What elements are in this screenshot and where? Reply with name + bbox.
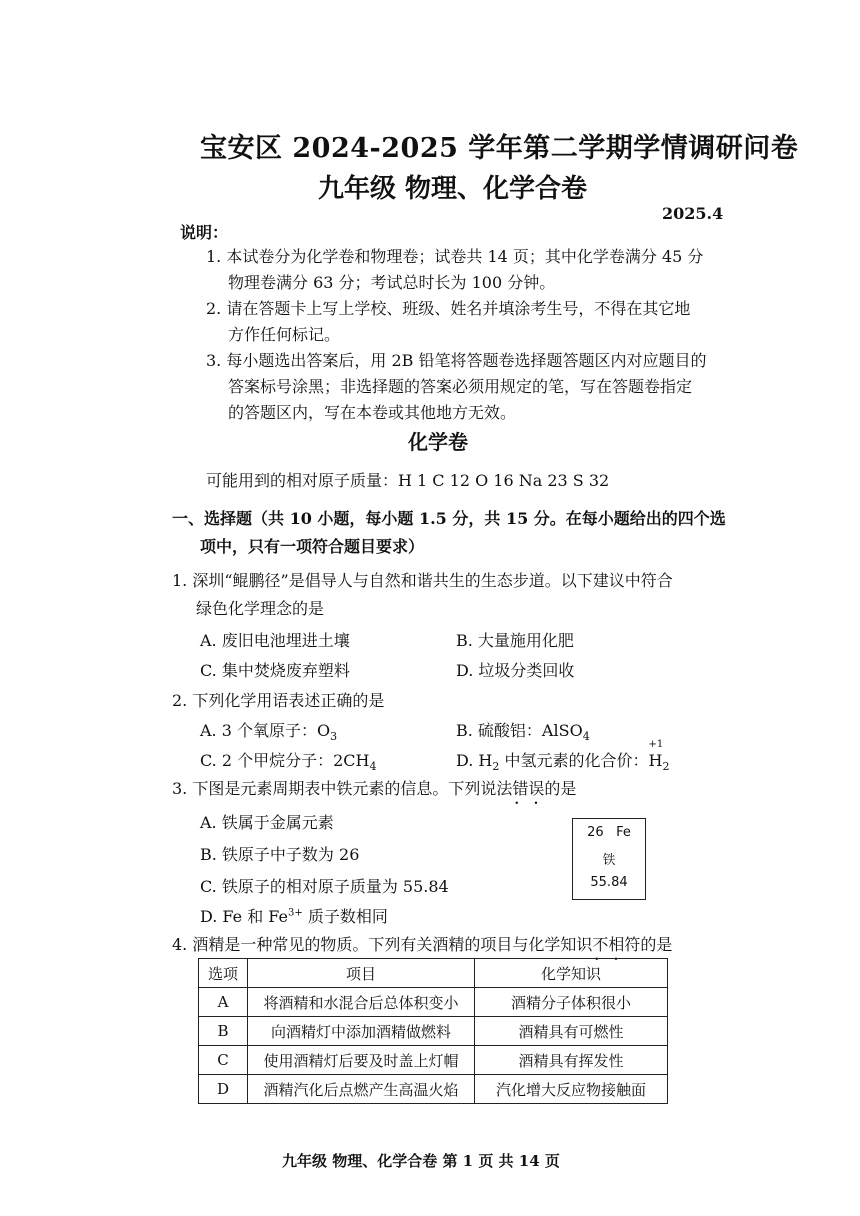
- q2-option-c: [200, 748, 377, 773]
- instruction-line: 2. 请在答题卡上写上学校、班级、姓名并填涂考生号，不得在其它地: [206, 299, 691, 318]
- page-title: 宝安区 2024-2025 学年第二学期学情调研问卷: [200, 133, 799, 164]
- table-cell: 酒精分子体积很小: [475, 988, 668, 1017]
- q3-option-b: B. 铁原子中子数为 26: [200, 845, 360, 864]
- question-4-stem: [172, 932, 672, 955]
- column-header: 选项: [199, 959, 248, 988]
- table-cell: 汽化增大反应物接触面: [475, 1075, 668, 1104]
- subscript: 2: [492, 760, 500, 774]
- table-row: [199, 1017, 668, 1046]
- q1-option-b: B. 大量施用化肥: [456, 631, 574, 650]
- subscript: 4: [582, 730, 590, 744]
- instruction-line: 的答题区内，写在本卷或其他地方无效。: [228, 403, 517, 422]
- q3-option-c: C. 铁原子的相对原子质量为 55.84: [200, 877, 449, 896]
- subscript: 3: [330, 730, 338, 744]
- q2-b-text: B. 硫酸铝：AlSO: [456, 721, 583, 740]
- table-cell: 使用酒精灯后要及时盖上灯帽: [248, 1046, 475, 1075]
- page-subtitle: 九年级 物理、化学合卷: [318, 174, 588, 204]
- emphasis-word: 错误 • •: [512, 779, 544, 798]
- element-card-iron: [572, 818, 646, 900]
- q2-c-text: C. 2 个甲烷分子：2CH: [200, 751, 370, 770]
- table-cell: B: [199, 1017, 248, 1046]
- table-cell: 酒精汽化后点燃产生高温火焰: [248, 1075, 475, 1104]
- subscript: 4: [369, 760, 377, 774]
- q2-option-d: [456, 739, 670, 774]
- table-row: [199, 1075, 668, 1104]
- table-header-row: [199, 959, 668, 988]
- q4-table: [198, 958, 668, 1104]
- element-header: [573, 825, 645, 840]
- table-cell: 将酒精和水混合后总体积变小: [248, 988, 475, 1017]
- column-header: 项目: [248, 959, 475, 988]
- table-cell: 酒精具有挥发性: [475, 1046, 668, 1075]
- table-row: [199, 988, 668, 1017]
- atomic-number: 26: [587, 825, 604, 840]
- part-heading-cont: 项中，只有一项符合题目要求）: [200, 537, 425, 556]
- table-cell: A: [199, 988, 248, 1017]
- section-title: 化学卷: [408, 430, 468, 454]
- subscript: 2: [662, 760, 670, 774]
- table-cell: C: [199, 1046, 248, 1075]
- q4-stem-post: 的是: [640, 935, 673, 954]
- q1-option-d: D. 垃圾分类回收: [456, 661, 575, 680]
- q1-option-c: C. 集中焚烧废弃塑料: [200, 661, 350, 680]
- question-3-stem: [172, 776, 576, 799]
- q3-stem-post: 的是: [544, 779, 577, 798]
- superscript: 3+: [288, 907, 303, 919]
- page-footer: 九年级 物理、化学合卷 第 1 页 共 14 页: [282, 1152, 560, 1170]
- q3-d-pre: D. Fe 和 Fe: [200, 907, 288, 926]
- element-name: 铁: [602, 853, 616, 868]
- question-1-stem: 1. 深圳“鲲鹏径”是倡导人与自然和谐共生的生态步道。以下建议中符合: [172, 571, 673, 590]
- q2-d-mid: 中氢元素的化合价：: [499, 751, 649, 770]
- table-row: [199, 1046, 668, 1075]
- q3-option-d: [200, 904, 388, 927]
- q4-stem-pre: 4. 酒精是一种常见的物质。下列有关酒精的项目与化学知识: [172, 935, 593, 954]
- q3-stem-pre: 3. 下图是元素周期表中铁元素的信息。下列说法: [172, 779, 513, 798]
- table-cell: 向酒精灯中添加酒精做燃料: [248, 1017, 475, 1046]
- valence-formula: [648, 739, 670, 774]
- part-heading: 一、选择题（共 10 小题，每小题 1.5 分，共 15 分。在每小题给出的四个选: [172, 509, 726, 528]
- table-cell: D: [199, 1075, 248, 1104]
- instruction-line: 1. 本试卷分为化学卷和物理卷；试卷共 14 页；其中化学卷满分 45 分: [206, 247, 704, 266]
- valence-mark: +1: [648, 739, 664, 750]
- element-symbol: Fe: [616, 825, 631, 840]
- q3-d-post: 质子数相同: [302, 907, 388, 926]
- question-1-stem-cont: 绿色化学理念的是: [196, 599, 325, 618]
- atomic-mass: 55.84: [590, 875, 628, 890]
- formula-h: H: [648, 751, 663, 770]
- exam-date: 2025.4: [662, 204, 724, 223]
- instruction-line: 答案标号涂黑；非选择题的答案必须用规定的笔，写在答题卷指定: [228, 377, 693, 396]
- instructions-label: 说明：: [180, 223, 229, 242]
- instruction-line: 3. 每小题选出答案后，用 2B 铅笔将答题卷选择题答题区内对应题目的: [206, 351, 707, 370]
- q3-option-a: A. 铁属于金属元素: [200, 813, 334, 832]
- q2-option-b: [456, 718, 590, 743]
- q2-a-text: A. 3 个氧原子：O: [200, 721, 331, 740]
- q2-d-text: D. H: [456, 751, 493, 770]
- question-2-stem: 2. 下列化学用语表述正确的是: [172, 691, 385, 710]
- q2-option-a: [200, 718, 337, 743]
- instruction-line: 物理卷满分 63 分；考试总时长为 100 分钟。: [228, 273, 556, 292]
- column-header: 化学知识: [475, 959, 668, 988]
- table-cell: 酒精具有可燃性: [475, 1017, 668, 1046]
- atomic-mass-line: 可能用到的相对原子质量：H 1 C 12 O 16 Na 23 S 32: [206, 471, 610, 490]
- emphasis-word: 不相符 • •: [592, 935, 640, 954]
- instruction-line: 方作任何标记。: [228, 325, 341, 344]
- q1-option-a: A. 废旧电池埋进土壤: [200, 631, 350, 650]
